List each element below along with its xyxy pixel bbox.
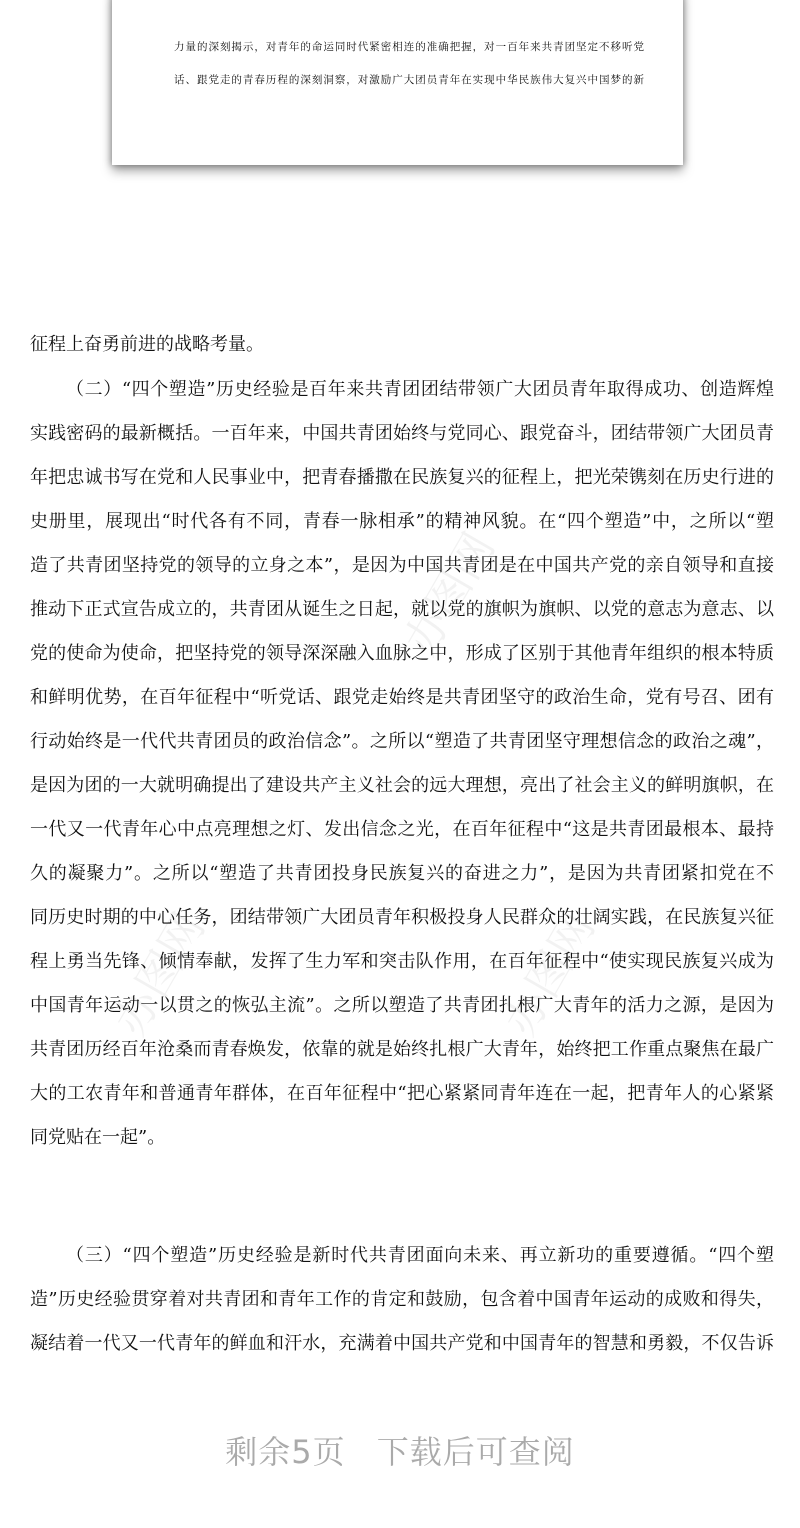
body-text-line: 大的工农青年和普通青年群体，在百年征程中“把心紧紧同青年连在一起，把青年人的心紧紧 bbox=[30, 1083, 774, 1104]
body-text-line: 党的使命为使命，把坚持党的领导深深融入血脉之中，形成了区别于其他青年组织的根本特质 bbox=[30, 643, 774, 664]
card-text-line: 话、跟党走的青春历程的深刻洞察，对激励广大团员青年在实现中华民族伟大复兴中国梦的新 bbox=[174, 74, 644, 86]
body-text-line: 程上勇当先锋、倾情奉献，发挥了生力军和突击队作用，在百年征程中“使实现民族复兴成为 bbox=[30, 951, 774, 972]
paragraph-first-line: （二）“四个塑造”历史经验是百年来共青团团结带领广大团员青年取得成功、创造辉煌 bbox=[66, 379, 774, 400]
body-text-line: 同党贴在一起”。 bbox=[30, 1127, 166, 1148]
card-text-line: 力量的深刻揭示，对青年的命运同时代紧密相连的准确把握，对一百年来共青团坚定不移听党 bbox=[174, 41, 644, 53]
watermark: 办图网 bbox=[394, 524, 505, 665]
preview-page-card bbox=[112, 0, 683, 165]
watermark: 办图网 bbox=[494, 904, 605, 1045]
body-text-line: 共青团历经百年沧桑而青春焕发，依靠的就是始终扎根广大青年，始终把工作重点聚焦在最广 bbox=[30, 1039, 774, 1060]
body-text-line: 同历史时期的中心任务，团结带领广大团员青年积极投身人民群众的壮阔实践，在民族复兴征 bbox=[30, 907, 774, 928]
body-text-line: 造了共青团坚持党的领导的立身之本”，是因为中国共青团是在中国共产党的亲自领导和直接 bbox=[30, 555, 774, 576]
body-text-line: 久的凝聚力”。之所以“塑造了共青团投身民族复兴的奋进之力”，是因为共青团紧扣党在不 bbox=[30, 863, 774, 884]
paragraph-first-line: （三）“四个塑造”历史经验是新时代共青团面向未来、再立新功的重要遵循。“四个塑 bbox=[66, 1245, 774, 1266]
body-text-line: 推动下正式宣告成立的，共青团从诞生之日起，就以党的旗帜为旗帜、以党的意志为意志、以 bbox=[30, 599, 774, 620]
body-text-line: 造”历史经验贯穿着对共青团和青年工作的肯定和鼓励，包含着中国青年运动的成败和得失， bbox=[30, 1289, 774, 1310]
remaining-pages-download-prompt[interactable]: 剩余5页 下载后可查阅 bbox=[225, 1433, 575, 1471]
body-text-line: 征程上奋勇前进的战略考量。 bbox=[30, 334, 264, 355]
body-text-line: 中国青年运动一以贯之的恢弘主流”。之所以塑造了共青团扎根广大青年的活力之源，是因为 bbox=[30, 995, 774, 1016]
watermark: 办图网 bbox=[104, 904, 215, 1045]
body-text-line: 凝结着一代又一代青年的鲜血和汗水，充满着中国共产党和中国青年的智慧和勇毅，不仅告诉 bbox=[30, 1333, 774, 1354]
body-text-line: 和鲜明优势，在百年征程中“听党话、跟党走始终是共青团坚守的政治生命，党有号召、团有 bbox=[30, 687, 774, 708]
body-text-line: 史册里，展现出“时代各有不同，青春一脉相承”的精神风貌。在“四个塑造”中，之所以“塑 bbox=[30, 511, 774, 532]
body-text-line: 年把忠诚书写在党和人民事业中，把青春播撒在民族复兴的征程上，把光荣镌刻在历史行进的 bbox=[30, 467, 774, 488]
body-text-line: 实践密码的最新概括。一百年来，中国共青团始终与党同心、跟党奋斗，团结带领广大团员青 bbox=[30, 423, 774, 444]
body-text-line: 是因为团的一大就明确提出了建设共产主义社会的远大理想，亮出了社会主义的鲜明旗帜，在 bbox=[30, 775, 774, 796]
body-text-line: 一代又一代青年心中点亮理想之灯、发出信念之光，在百年征程中“这是共青团最根本、最持 bbox=[30, 819, 774, 840]
body-text-line: 行动始终是一代代共青团员的政治信念”。之所以“塑造了共青团坚守理想信念的政治之魂”， bbox=[30, 731, 774, 752]
